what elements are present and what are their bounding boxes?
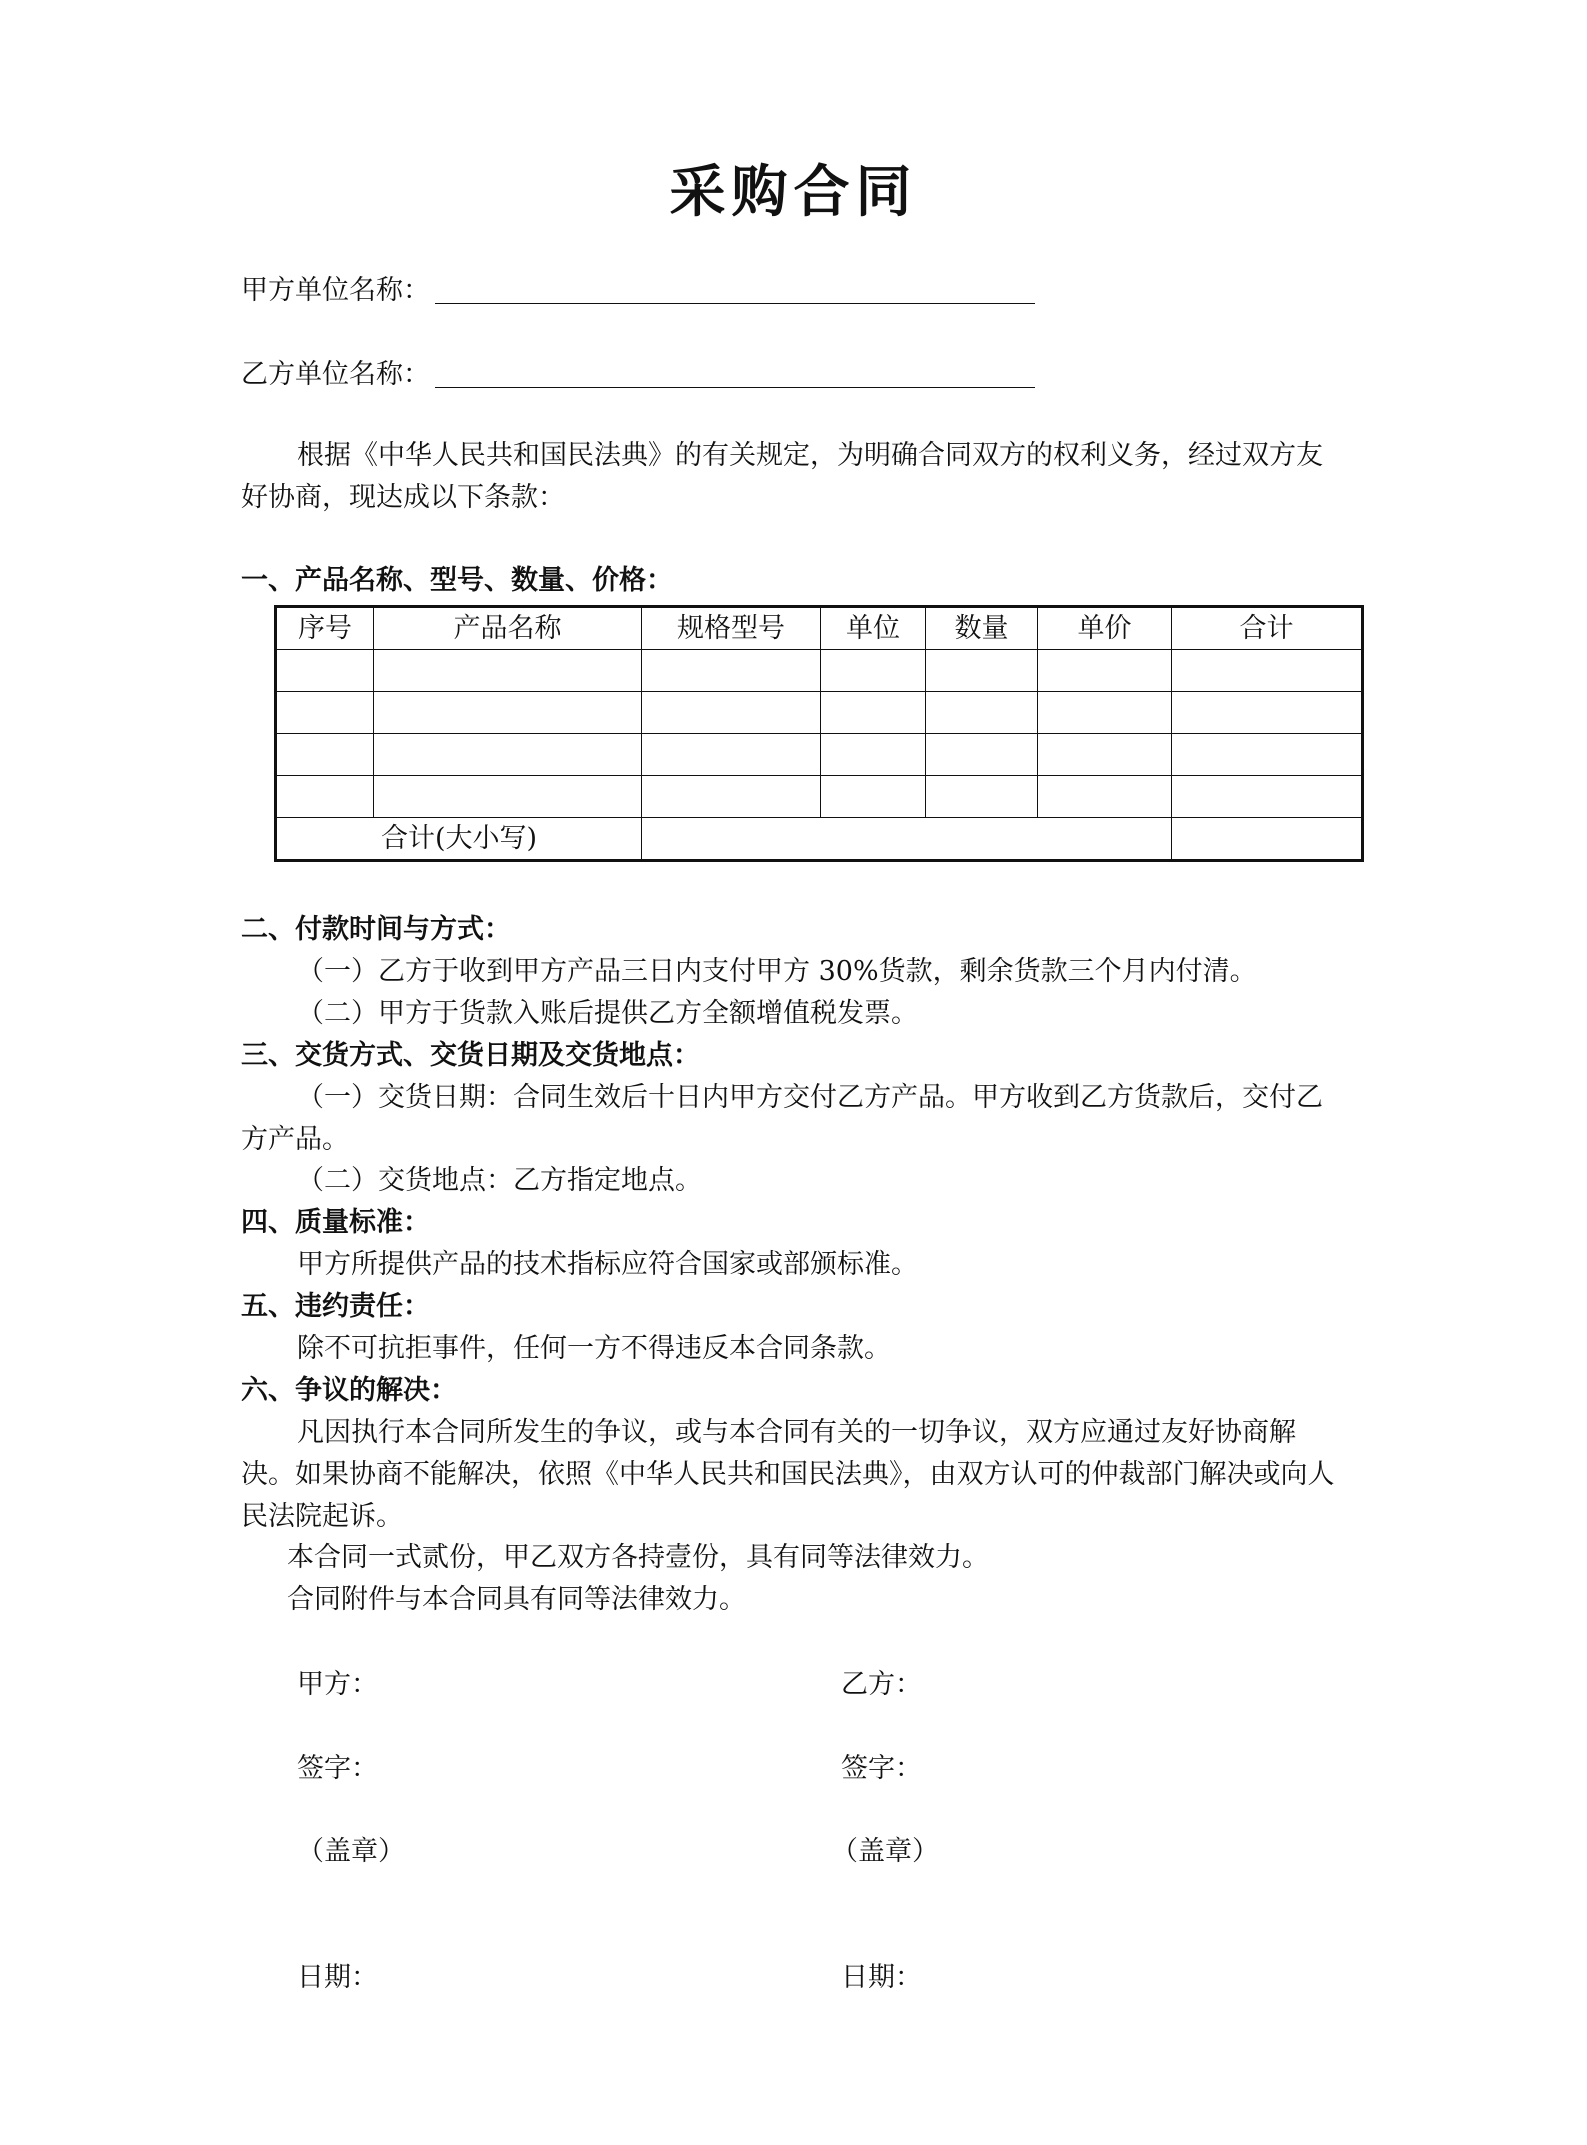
table-cell[interactable] — [642, 734, 821, 776]
table-row — [276, 776, 1363, 818]
section1-heading: 一、产品名称、型号、数量、价格： — [241, 565, 673, 596]
table-cell[interactable] — [642, 776, 821, 818]
party-a-sign-label: 签字： — [297, 1753, 378, 1784]
table-cell[interactable] — [1172, 692, 1363, 734]
table-cell[interactable] — [1038, 734, 1172, 776]
party-b-sign-label: 签字： — [841, 1753, 922, 1784]
party-b-seal-label: （盖章） — [831, 1836, 939, 1867]
section3-heading: 三、交货方式、交货日期及交货地点： — [241, 1040, 700, 1071]
table-row — [276, 650, 1363, 692]
closing-attachments: 合同附件与本合同具有同等法律效力。 — [287, 1584, 746, 1615]
section5-text: 除不可抗拒事件，任何一方不得违反本合同条款。 — [297, 1333, 891, 1364]
table-cell[interactable] — [821, 776, 926, 818]
table-cell[interactable] — [926, 692, 1038, 734]
table-cell[interactable] — [276, 734, 374, 776]
header-cell-quantity: 数量 — [926, 607, 1038, 650]
table-cell[interactable] — [821, 692, 926, 734]
products-table — [274, 605, 1364, 862]
party-a-name-line[interactable] — [435, 303, 1035, 304]
section2-item1: （一）乙方于收到甲方产品三日内支付甲方 30%货款，剩余货款三个月内付清。 — [297, 956, 1257, 987]
party-a-seal-label: （盖章） — [297, 1836, 405, 1867]
section2-heading: 二、付款时间与方式： — [241, 914, 511, 945]
table-cell[interactable] — [1038, 776, 1172, 818]
table-header-row — [276, 607, 1363, 650]
section2-item2: （二）甲方于货款入账后提供乙方全额增值税发票。 — [297, 998, 918, 1029]
header-cell-spec: 规格型号 — [642, 607, 821, 650]
section3-item1: （一）交货日期：合同生效后十日内甲方交付乙方产品。甲方收到乙方货款后，交付乙方产品。 — [241, 1082, 1323, 1155]
table-cell[interactable] — [276, 650, 374, 692]
section6-heading: 六、争议的解决： — [241, 1375, 457, 1406]
table-cell[interactable] — [1172, 776, 1363, 818]
table-cell[interactable] — [926, 776, 1038, 818]
table-cell[interactable] — [1172, 650, 1363, 692]
table-row — [276, 692, 1363, 734]
table-cell[interactable] — [276, 776, 374, 818]
table-cell[interactable] — [374, 776, 642, 818]
section4-text: 甲方所提供产品的技术指标应符合国家或部颁标准。 — [297, 1249, 918, 1280]
table-cell[interactable] — [821, 734, 926, 776]
table-cell[interactable] — [276, 692, 374, 734]
section4-heading: 四、质量标准： — [241, 1207, 430, 1238]
party-a-date-label: 日期： — [297, 1962, 378, 1993]
table-cell[interactable] — [374, 692, 642, 734]
total-amount-words-cell[interactable] — [642, 818, 1172, 861]
table-cell[interactable] — [642, 650, 821, 692]
table-cell[interactable] — [926, 650, 1038, 692]
table-cell[interactable] — [642, 692, 821, 734]
table-cell[interactable] — [374, 650, 642, 692]
header-cell-total: 合计 — [1172, 607, 1363, 650]
table-cell[interactable] — [1038, 692, 1172, 734]
header-cell-index: 序号 — [276, 607, 374, 650]
party-b-name-line[interactable] — [435, 387, 1035, 388]
party-b-date-label: 日期： — [841, 1962, 922, 1993]
page-title: 采购合同 — [669, 159, 918, 225]
section6-text: 凡因执行本合同所发生的争议，或与本合同有关的一切争议，双方应通过友好协商解决。如果协商不能解决，依照《中华人民共和国民法典》，由双方认可的仲裁部门解决或向人民法院起诉。 — [241, 1417, 1335, 1532]
header-cell-product-name: 产品名称 — [374, 607, 642, 650]
closing-copies: 本合同一式贰份，甲乙双方各持壹份，具有同等法律效力。 — [287, 1542, 989, 1573]
table-cell[interactable] — [821, 650, 926, 692]
party-a-signature-label: 甲方： — [297, 1669, 378, 1700]
total-label-cell: 合计(大小写) — [276, 818, 642, 861]
party-b-signature-label: 乙方： — [841, 1669, 922, 1700]
party-b-label: 乙方单位名称： — [241, 359, 430, 390]
header-cell-unit-price: 单价 — [1038, 607, 1172, 650]
preamble-paragraph: 根据《中华人民共和国民法典》的有关规定，为明确合同双方的权利义务，经过双方友好协商，现达成以下条款： — [241, 440, 1323, 513]
table-row — [276, 734, 1363, 776]
section3-item2: （二）交货地点：乙方指定地点。 — [297, 1165, 702, 1196]
table-cell[interactable] — [926, 734, 1038, 776]
table-cell[interactable] — [1038, 650, 1172, 692]
party-a-label: 甲方单位名称： — [241, 275, 430, 306]
table-total-row — [276, 818, 1363, 861]
total-amount-cell[interactable] — [1172, 818, 1363, 861]
table-cell[interactable] — [1172, 734, 1363, 776]
table-cell[interactable] — [374, 734, 642, 776]
section5-heading: 五、违约责任： — [241, 1291, 430, 1322]
header-cell-unit: 单位 — [821, 607, 926, 650]
